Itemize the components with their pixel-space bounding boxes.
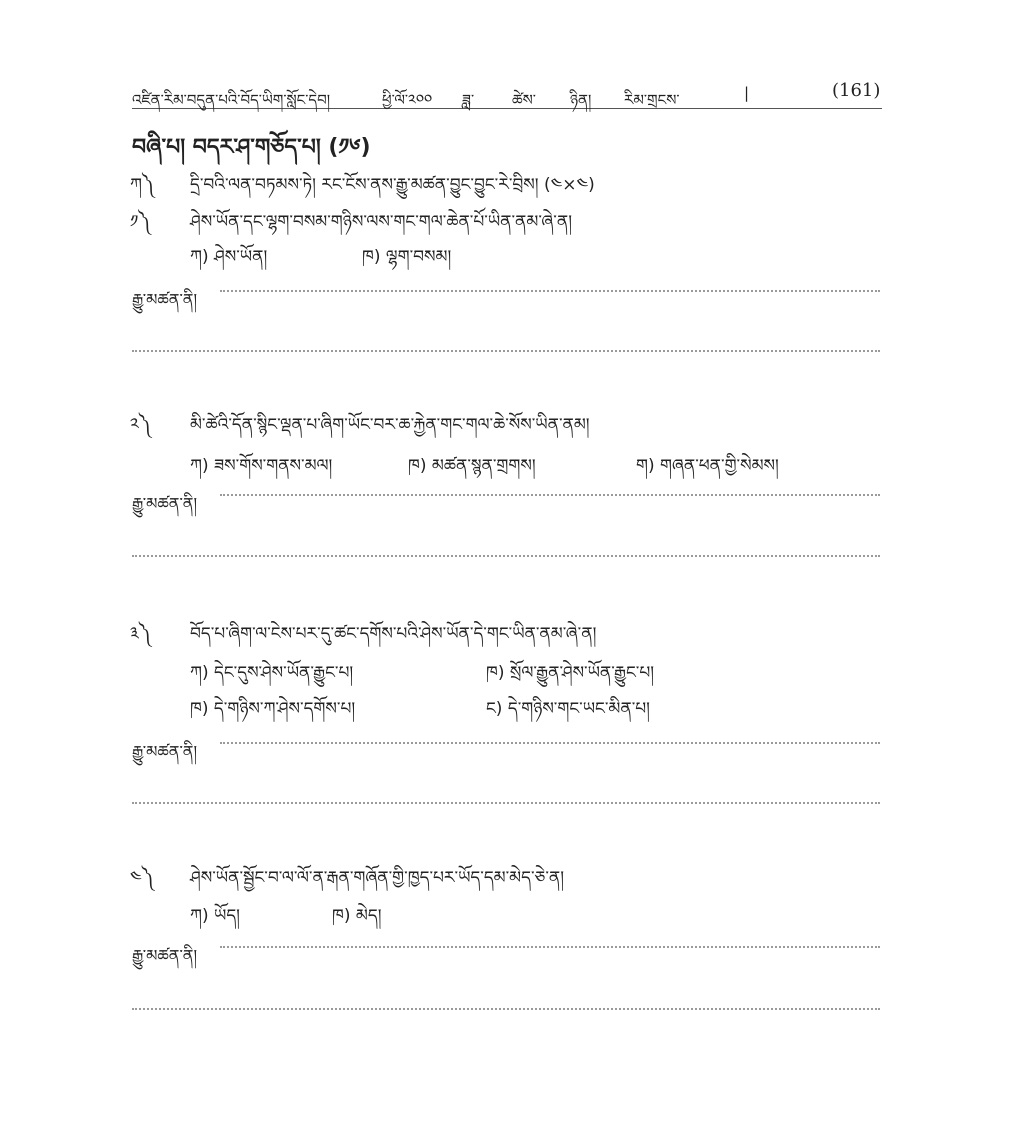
answer-label: རྒྱུ་མཚན་ནི། (132, 494, 198, 513)
question-number: ༢༽ (130, 415, 151, 435)
answer-line[interactable] (132, 350, 880, 352)
option-kha: ཁ) ལྷག་བསམ། (362, 247, 452, 267)
question-text: བོད་པ་ཞིག་ལ་ངེས་པར་དུ་ཚང་དགོས་པའི་ཤེས་ཡོན་དེ་གང་ཡིན་ནམ་ཞེ་ན། (190, 624, 597, 644)
question-number: ༣༽ (130, 624, 151, 644)
instruction-number: ཀ༽ (130, 175, 155, 195)
header-divider: | (744, 84, 750, 102)
section-heading: བཞི་པ། བདར་ཤ་གཅོད་པ། (༡༦) (132, 135, 371, 160)
option-nga: ང) དེ་གཉིས་གང་ཡང་མིན་པ། (486, 699, 650, 719)
answer-label: རྒྱུ་མཚན་ནི། (132, 742, 198, 761)
option-kha: ཁ) མཚན་སྙན་གྲགས། (408, 456, 536, 476)
answer-label: རྒྱུ་མཚན་ནི། (132, 946, 198, 965)
answer-line[interactable] (220, 946, 880, 948)
section-field: རིམ་གྲངས་ (624, 91, 680, 109)
answer-label: རྒྱུ་མཚན་ནི། (132, 290, 198, 309)
option-kha: ཁ) མེད། (332, 906, 382, 926)
option-kha: ཁ) སྲོལ་རྒྱུན་ཤེས་ཡོན་རྒྱུང་པ། (486, 663, 655, 683)
option-kha-2: ཁ) དེ་གཉིས་ཀ་ཤེས་དགོས་པ། (190, 699, 356, 719)
question-text: ཤེས་ཡོན་སྦྱོང་བ་ལ་ལོ་ན་རྒན་གཞོན་གྱི་ཁྱད་པར་ཡོད་དམ་མེད་ཅེ་ན། (190, 868, 565, 888)
question-number: ༡༽ (130, 212, 151, 232)
answer-line[interactable] (220, 290, 880, 292)
day-field: ཉིན། (570, 91, 592, 109)
answer-line[interactable] (220, 742, 880, 744)
option-ga: ག) གཞན་ཕན་གྱི་སེམས། (636, 456, 779, 476)
question-text: ཤེས་ཡོན་དང་ལྷག་བསམ་གཉིས་ལས་གང་གལ་ཆེན་པོ་ཡིན་ནམ་ཞེ་ན། (190, 212, 572, 232)
book-title: འཛིན་རིམ་བདུན་པའི་བོད་ཡིག་སློང་དེབ། (132, 91, 331, 109)
option-ka: ཀ) ཡོད། (190, 906, 240, 926)
year-field: ཕྱི་ལོ་༢༠༠ (382, 91, 433, 109)
answer-line[interactable] (220, 494, 880, 496)
running-header (132, 78, 882, 109)
answer-line[interactable] (132, 802, 880, 804)
page-number: (161) (832, 80, 881, 101)
question-text: མི་ཚེའི་དོན་སྙིང་ལྡན་པ་ཞིག་ཡོང་བར་ཆ་རྐྱེན་གང་གལ་ཆེ་སོས་ཡིན་ནམ། (190, 415, 590, 435)
question-number: ༤༽ (130, 868, 154, 888)
option-ka: ཀ) ཟས་གོས་གནས་མལ། (190, 456, 333, 476)
option-ka: ཀ) ཤེས་ཡོན། (190, 247, 268, 267)
date-field: ཚེས་ (512, 91, 536, 109)
month-field: ཟླ་ (462, 91, 475, 109)
answer-line[interactable] (132, 1008, 880, 1010)
option-ka: ཀ) དེང་དུས་ཤེས་ཡོན་རྒྱུང་པ། (190, 663, 354, 683)
instruction-text: དྲི་བའི་ལན་བཏམས་ཏེ། རང་ངོས་ནས་རྒྱུ་མཚན་བྱུང་བྱུང་རེ་བྲིས། (༤×༤) (190, 175, 595, 195)
answer-line[interactable] (132, 555, 880, 557)
